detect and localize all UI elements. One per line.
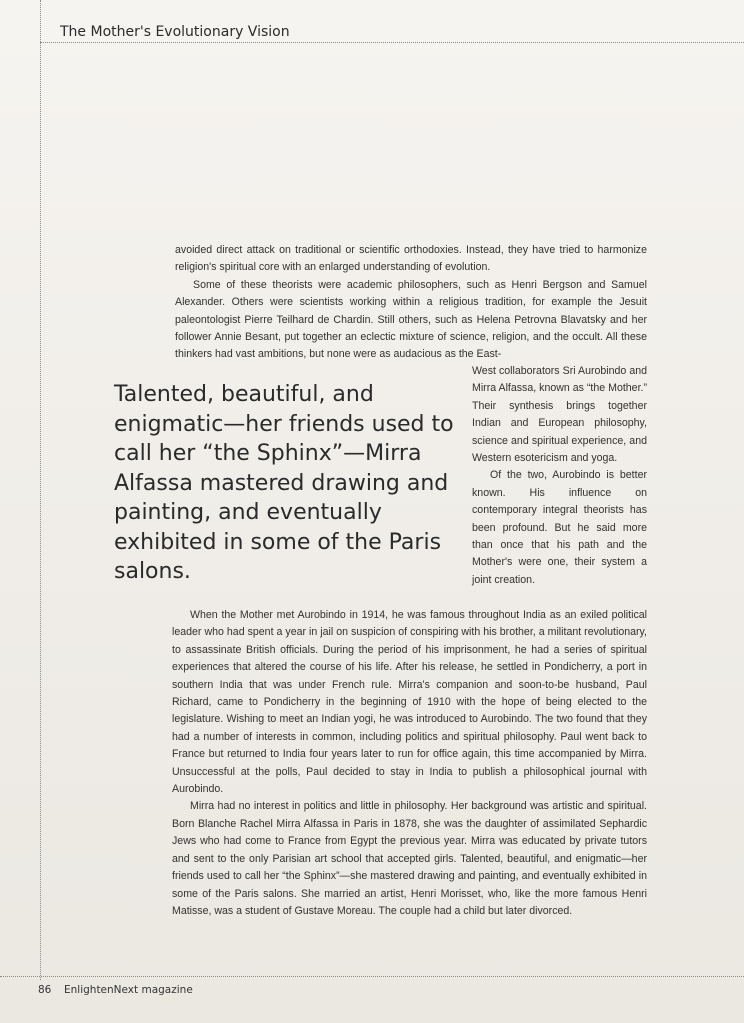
margin-guide-vertical: [40, 0, 41, 980]
paragraph: West collaborators Sri Aurobindo and Mirra Alfassa, known as “the Mother.” Their synthesis brings together Indian and European philosophy, science and spiritual experience, and Western esotericism and yoga.: [472, 365, 647, 465]
page-number: 86: [38, 984, 52, 996]
magazine-name: EnlightenNext magazine: [64, 984, 193, 996]
paragraph: Some of these theorists were academic philosophers, such as Henri Bergson and Samuel Alexander. Others were scientists working within a religious tradition, for example the Jesuit paleontologist Pierre Teilhard de Chardin. Still others, such as Helena Petrovna Blavatsky and her follower Annie Besant, put together an eclectic mixture of science, religion, and the occult. All these thinkers had vast ambitions, but none were as audacious as the East-: [175, 278, 647, 361]
paragraph: Of the two, Aurobindo is better known. His influence on contemporary integral theorists has been profound. But he said more than once that his path and the Mother's were one, their system a joint creation.: [472, 469, 647, 586]
header-rule: [40, 42, 744, 43]
pull-quote: Talented, beautiful, and enigmatic—her friends used to call her “the Sphinx”—Mirra Alfassa mastered drawing and painting, and eventually exhibited in some of the Paris salons.: [114, 382, 454, 584]
footer-rule: [0, 976, 744, 977]
paragraph: Mirra had no interest in politics and little in philosophy. Her background was artistic and spiritual. Born Blanche Rachel Mirra Alfassa in Paris in 1878, she was the daughter of assimilated Sephardic Jews who had come to France from Egypt the previous year. Mirra was educated by private tutors and sent to the only Parisian art school that accepted girls. Talented, beautiful, and enigmatic—her friends used to call her “the Sphinx”—she mastered drawing and painting, and eventually exhibited in some of the Paris salons. She married an artist, Henri Morisset, who, like the more famous Henri Matisse, was a student of Gustave Moreau. The couple had a child but later divorced.: [172, 800, 647, 917]
body-text-top: [175, 242, 647, 364]
body-text-side-column: [472, 363, 647, 589]
paragraph: avoided direct attack on traditional or scientific orthodoxies. Instead, they have tried to harmonize religion's spiritual core with an enlarged understanding of evolution.: [175, 244, 647, 274]
paragraph: When the Mother met Aurobindo in 1914, he was famous throughout India as an exiled political leader who had spent a year in jail on suspicion of conspiring with his brother, a militant revolutionary, to assassinate British officials. During the period of his imprisonment, he had a series of spiritual experiences that altered the course of his life. After his release, he settled in Pondicherry, a port in southern India that was under French rule. Mirra's companion and soon-to-be husband, Paul Richard, came to Pondicherry in the beginning of 1910 with the hope of being elected to the legislature. Wishing to meet an Indian yogi, he was introduced to Aurobindo. The two found that they had a number of interests in common, including politics and spiritual philosophy. Paul went back to France but returned to India four years later to run for office again, this time accompanied by Mirra. Unsuccessful at the polls, Paul decided to stay in India to publish a philosophical journal with Aurobindo.: [172, 609, 647, 796]
running-head: The Mother's Evolutionary Vision: [60, 24, 290, 40]
body-text-bottom: [172, 607, 647, 920]
